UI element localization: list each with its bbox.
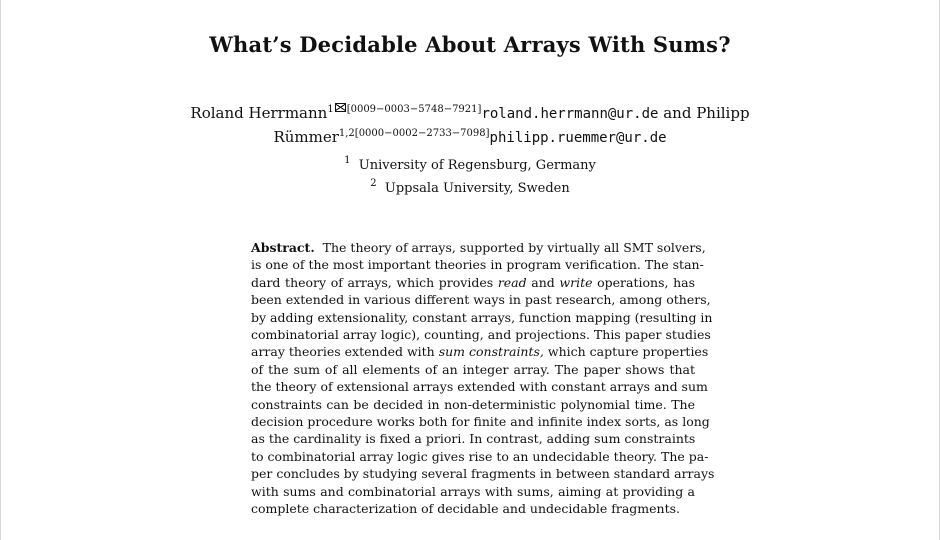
abstract-emphasis: read: [497, 274, 527, 290]
abstract-line: as the cardinality is fixed a priori. In contrast, adding sum constraints: [251, 431, 696, 447]
author-line-1: [0, 100, 940, 124]
abstract-line: decision procedure works both for finite and infinite index sorts, as long: [251, 414, 710, 430]
abstract-line: to combinatorial array logic gives rise to an undecidable theory. The pa-: [251, 448, 709, 464]
affiliation-1-num: 1: [344, 155, 351, 166]
affiliation-1-name: University of Regensburg, Germany: [358, 158, 596, 173]
author-line-2: [0, 124, 940, 148]
author2-name: Rümmer: [273, 128, 339, 146]
author1-email[interactable]: roland.herrmann@ur.de: [481, 106, 659, 122]
abstract-line: been extended in various different ways in past research, among others,: [251, 292, 711, 308]
author-block: [0, 100, 940, 148]
abstract-line: complete characterization of decidable and undecidable fragments.: [251, 501, 681, 517]
affiliation-2-name: Uppsala University, Sweden: [384, 181, 570, 196]
abstract-text: and: [531, 274, 555, 290]
author-connector: and Philipp: [663, 104, 750, 122]
author1-affil-sup: 1: [327, 104, 334, 115]
abstract-line: with sums and combinatorial arrays with sums, aiming at providing a: [251, 483, 695, 499]
author2-affil-sup: 1,2: [338, 128, 355, 139]
abstract: [251, 239, 715, 518]
abstract-text: dard theory of arrays, which provides: [251, 274, 494, 290]
affiliation-2-num: 2: [370, 178, 377, 189]
abstract-text: array theories extended with: [251, 344, 435, 360]
abstract-text: The theory of arrays, supported by virtually all SMT solvers,: [322, 240, 706, 255]
author1-name: Roland Herrmann: [190, 104, 328, 122]
affiliation-2: [0, 175, 940, 198]
abstract-line: [251, 239, 706, 256]
abstract-text: which capture properties: [547, 344, 709, 360]
affiliation-1: [0, 152, 940, 175]
abstract-heading: Abstract.: [251, 240, 315, 255]
abstract-line: per concludes by studying several fragments in between standard arrays: [251, 466, 715, 482]
author2-orcid[interactable]: [0000−0002−2733−7098]: [354, 128, 490, 139]
author1-orcid[interactable]: [0009−0003−5748−7921]: [346, 104, 482, 115]
affiliation-block: [0, 152, 940, 198]
abstract-line: is one of the most important theories in program verification. The stan-: [251, 257, 704, 273]
abstract-line: by adding extensionality, constant arrays, function mapping (resulting in: [251, 309, 713, 325]
abstract-line: the theory of extensional arrays extended with constant arrays and sum: [251, 379, 708, 395]
abstract-line: [251, 343, 709, 360]
abstract-line: of the sum of all elements of an integer array. The paper shows that: [251, 361, 695, 377]
abstract-text: operations, has: [597, 274, 695, 290]
abstract-line: constraints can be decided in non-deterministic polynomial time. The: [251, 396, 695, 412]
abstract-emphasis: write: [559, 274, 593, 290]
abstract-emphasis: sum constraints,: [438, 344, 544, 360]
abstract-line: combinatorial array logic), counting, and projections. This paper studies: [251, 327, 711, 343]
paper-title: What’s Decidable About Arrays With Sums?: [209, 32, 731, 57]
author2-email[interactable]: philipp.ruemmer@ur.de: [489, 130, 667, 146]
mail-icon[interactable]: [335, 103, 346, 112]
abstract-line: [251, 274, 695, 291]
